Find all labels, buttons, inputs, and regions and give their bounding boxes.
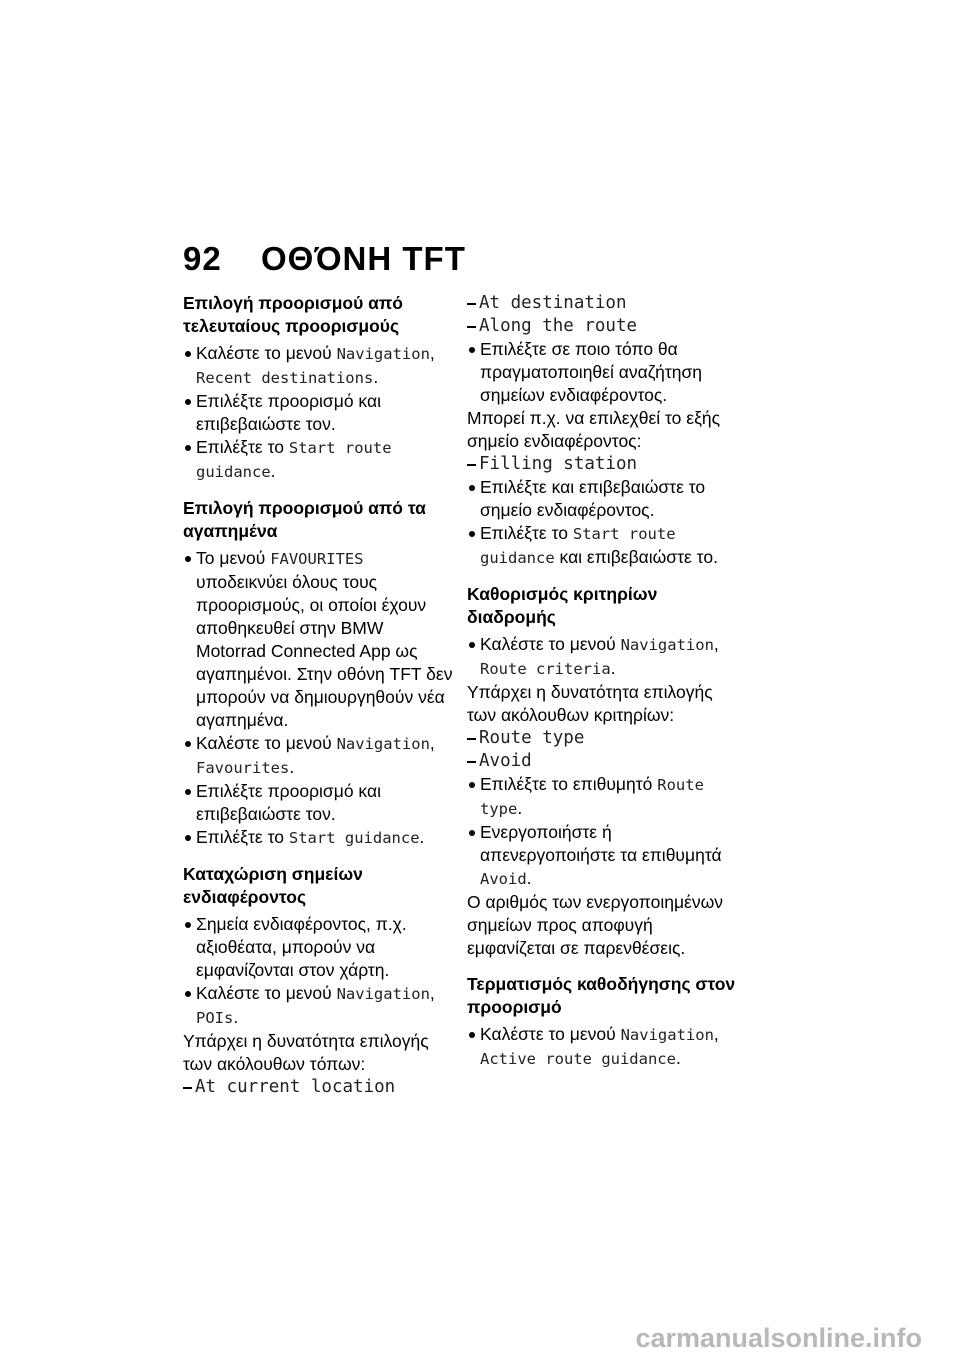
list-item: Το μενού FAVOURITES υποδεικνύει όλους τους προορισμούς, οι οποίοι έχουν αποθηκευθεί στην BMW Motorrad Connected App ως αγαπημένοι. Στην οθόνη TFT δεν μπορούν να δημιουργηθούν νέα αγαπημένα. xyxy=(183,547,458,732)
route-criteria-options xyxy=(467,727,742,891)
recent-steps xyxy=(183,342,458,484)
menu-code: Route type xyxy=(480,776,704,818)
option-item: At destination xyxy=(467,292,742,315)
menu-code: Navigation xyxy=(336,345,430,363)
page-title xyxy=(183,240,466,278)
chapter-title: ΟΘΌΝΗ TFT xyxy=(261,240,466,277)
section-heading-favourites: Επιλογή προορισμού από τα αγαπημένα xyxy=(183,498,426,541)
option-item: Avoid xyxy=(467,750,742,773)
menu-code: Start route guidance xyxy=(480,525,676,567)
list-item: Καλέστε το μενού Navigation, Active route guidance. xyxy=(467,1023,742,1071)
paragraph: Μπορεί π.χ. να επιλεχθεί το εξής σημείο ενδιαφέροντος: xyxy=(467,408,721,451)
option-item: Route type xyxy=(467,727,742,750)
menu-code: Navigation xyxy=(620,636,714,654)
paragraph: Υπάρχει η δυνατότητα επιλογής των ακόλουθων τόπων: xyxy=(183,1031,429,1074)
list-item: Καλέστε το μενού Navigation, Recent destinations. xyxy=(183,342,458,390)
list-item: Επιλέξτε σε ποιο τόπο θα πραγματοποιηθεί αναζήτηση σημείων ενδιαφέροντος. xyxy=(467,338,742,407)
list-item: Επιλέξτε το Start route guidance. xyxy=(183,436,458,484)
list-item: Καλέστε το μενού Navigation, Favourites. xyxy=(183,732,458,780)
list-item: Σημεία ενδιαφέροντος, π.χ. αξιοθέατα, μπορούν να εμφανίζονται στον χάρτη. xyxy=(183,913,458,982)
list-item: Επιλέξτε προορισμό και επιβεβαιώστε τον. xyxy=(183,780,458,826)
list-item: Επιλέξτε το επιθυμητό Route type. xyxy=(467,773,742,821)
page-number: 92 xyxy=(183,240,222,277)
poi-location-options xyxy=(183,1076,458,1099)
section-heading-route-criteria: Καθορισμός κριτηρίων διαδρομής xyxy=(467,584,658,627)
list-item: Επιλέξτε το Start route guidance και επιβεβαιώστε το. xyxy=(467,522,742,570)
section-heading-pois: Καταχώριση σημείων ενδιαφέροντος xyxy=(183,864,363,907)
menu-code: Navigation xyxy=(620,1026,714,1044)
menu-code: Navigation xyxy=(336,985,430,1003)
menu-code: FAVOURITES xyxy=(270,550,364,568)
end-guidance-steps xyxy=(467,1023,742,1071)
paragraph: Ο αριθμός των ενεργοποιημένων σημείων προς αποφυγή εμφανίζεται σε παρενθέσεις. xyxy=(467,892,723,958)
poi-example-steps xyxy=(467,453,742,570)
option-item: At current location xyxy=(183,1076,458,1099)
favourites-steps xyxy=(183,547,458,850)
watermark: carmanualsonline.info xyxy=(635,1323,922,1353)
poi-steps xyxy=(183,913,458,1030)
option-item: Along the route xyxy=(467,315,742,338)
menu-code: Avoid xyxy=(480,870,527,888)
paragraph: Υπάρχει η δυνατότητα επιλογής των ακόλουθων κριτηρίων: xyxy=(467,682,713,725)
menu-code: Navigation xyxy=(336,735,430,753)
left-column xyxy=(183,292,458,1099)
menu-code: Recent destinations xyxy=(196,369,374,387)
menu-code: Favourites xyxy=(196,759,290,777)
list-item: Καλέστε το μενού Navigation, Route criteria. xyxy=(467,633,742,681)
section-heading-end-guidance: Τερματισμός καθοδήγησης στον προορισμό xyxy=(467,974,736,1017)
menu-code: Start route guidance xyxy=(196,439,392,481)
section-heading-recent: Επιλογή προορισμού από τελευταίους προορισμούς xyxy=(183,293,403,336)
option-item: Filling station xyxy=(467,453,742,476)
list-item: Επιλέξτε προορισμό και επιβεβαιώστε τον. xyxy=(183,390,458,436)
right-column xyxy=(467,292,742,1071)
poi-location-options-cont xyxy=(467,292,742,407)
menu-code: Route criteria xyxy=(480,660,611,678)
menu-code: POIs xyxy=(196,1009,234,1027)
list-item: Επιλέξτε το Start guidance. xyxy=(183,826,458,850)
menu-code: Start guidance xyxy=(288,829,420,847)
menu-code: Active route guidance xyxy=(480,1050,676,1068)
list-item: Ενεργοποιήστε ή απενεργοποιήστε τα επιθυμητά Avoid. xyxy=(467,821,742,891)
route-criteria-steps xyxy=(467,633,742,681)
list-item: Επιλέξτε και επιβεβαιώστε το σημείο ενδιαφέροντος. xyxy=(467,476,742,522)
list-item: Καλέστε το μενού Navigation, POIs. xyxy=(183,982,458,1030)
